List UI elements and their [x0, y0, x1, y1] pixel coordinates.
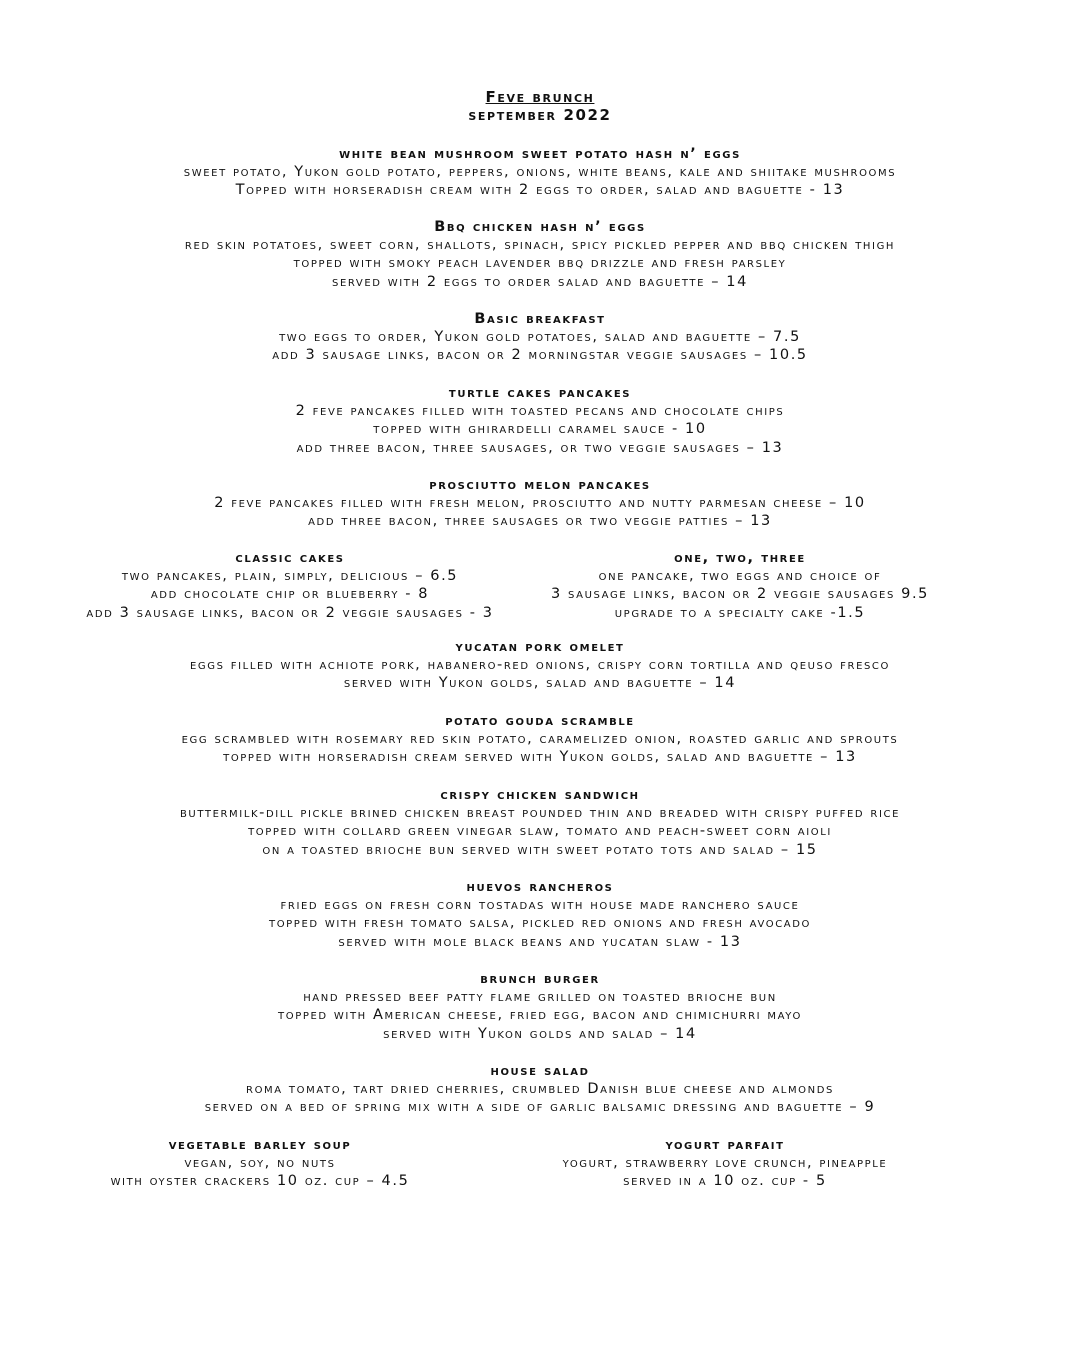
- menu-item-line: red skin potatoes, sweet corn, shallots, spinach, spicy pickled pepper and bbq chicken thigh: [184, 237, 896, 253]
- menu-item-heading: Bbq chicken hash n’ eggs: [434, 219, 646, 235]
- menu-item-line: sweet potato, Yukon gold potato, peppers, onions, white beans, kale and shiitake mushrooms: [183, 164, 897, 180]
- menu-item-line: upgrade to a specialty cake -1.5: [614, 604, 866, 621]
- menu-item-line: add three bacon, three sausages or two veggie patties – 13: [308, 513, 772, 530]
- menu-item-yucatan-omelet: [0, 638, 1080, 693]
- menu-item-heading: potato gouda scramble: [445, 713, 635, 729]
- menu-item-heading: huevos rancheros: [466, 879, 614, 895]
- menu-item-line: Topped with horseradish cream with 2 eggs to order, salad and baguette - 13: [235, 182, 845, 199]
- menu-item-line: on a toasted brioche bun served with sweet potato tots and salad – 15: [262, 841, 818, 858]
- menu-item-line: add 3 sausage links, bacon or 2 veggie sausages - 3: [86, 604, 494, 621]
- menu-item-line: topped with ghirardelli caramel sauce - 10: [373, 421, 707, 438]
- menu-item-heading: turtle cakes pancakes: [448, 385, 632, 401]
- menu-item-line: topped with American cheese, fried egg, bacon and chimichurri mayo: [278, 1007, 802, 1024]
- menu-item-crispy-chicken: [0, 786, 1080, 859]
- menu-item-yogurt-parfait: [500, 1136, 950, 1191]
- menu-item-line: 2 feve pancakes filled with toasted pecans and chocolate chips: [295, 403, 785, 419]
- menu-item-one-two-three: [530, 549, 950, 622]
- menu-item-brunch-burger: [0, 970, 1080, 1043]
- menu-item-heading: white bean mushroom sweet potato hash n’ eggs: [339, 146, 741, 162]
- menu-item-line: served with 2 eggs to order salad and baguette – 14: [332, 273, 748, 290]
- menu-item-line: topped with fresh tomato salsa, pickled red onions and fresh avocado: [269, 915, 811, 932]
- menu-item-prosciutto-melon: [0, 476, 1080, 531]
- menu-item-line: served with Yukon golds and salad – 14: [383, 1025, 697, 1042]
- menu-item-line: two eggs to order, Yukon gold potatoes, salad and baguette – 7.5: [279, 329, 801, 345]
- menu-item-house-salad: [0, 1062, 1080, 1117]
- menu-item-barley-soup: [60, 1136, 460, 1191]
- menu-item-hash-white-bean: [0, 145, 1080, 200]
- menu-item-line: yogurt, strawberry love crunch, pineapple: [562, 1155, 888, 1171]
- menu-item-line: add three bacon, three sausages, or two veggie sausages – 13: [296, 439, 784, 456]
- menu-item-line: served with mole black beans and yucatan slaw - 13: [338, 933, 742, 950]
- menu-item-heading: yucatan pork omelet: [455, 639, 625, 655]
- menu-item-line: add 3 sausage links, bacon or 2 morningstar veggie sausages – 10.5: [272, 347, 808, 364]
- menu-item-line: served on a bed of spring mix with a side of garlic balsamic dressing and baguette – 9: [204, 1099, 876, 1116]
- menu-item-line: served in a 10 oz. cup - 5: [623, 1173, 827, 1190]
- menu-item-line: vegan, soy, no nuts: [184, 1155, 336, 1171]
- menu-item-line: topped with horseradish cream served with Yukon golds, salad and baguette – 13: [223, 749, 857, 766]
- menu-item-line: add chocolate chip or blueberry - 8: [150, 586, 430, 603]
- menu-item-heading: prosciutto melon pancakes: [429, 477, 651, 493]
- menu-title: Feve brunch: [485, 88, 595, 106]
- menu-item-heading: brunch burger: [480, 971, 600, 987]
- menu-item-heading: classic cakes: [235, 550, 345, 566]
- menu-item-line: two pancakes, plain, simply, delicious – 6.5: [121, 568, 459, 584]
- menu-item-line: roma tomato, tart dried cherries, crumbled Danish blue cheese and almonds: [246, 1081, 834, 1097]
- menu-item-line: topped with collard green vinegar slaw, tomato and peach-sweet corn aioli: [248, 823, 832, 840]
- menu-item-line: hand pressed beef patty flame grilled on toasted brioche bun: [303, 989, 777, 1005]
- menu-date: september 2022: [468, 106, 612, 124]
- menu-item-line: egg scrambled with rosemary red skin potato, caramelized onion, roasted garlic and sprouts: [181, 731, 899, 747]
- menu-item-line: one pancake, two eggs and choice of: [598, 568, 882, 584]
- menu-item-heading: Basic breakfast: [474, 311, 606, 327]
- menu-item-turtle-cakes: [0, 384, 1080, 457]
- menu-item-bbq-hash: [0, 218, 1080, 291]
- menu-item-line: fried eggs on fresh corn tostadas with house made ranchero sauce: [280, 897, 800, 913]
- menu-item-line: served with Yukon golds, salad and baguette – 14: [343, 675, 737, 692]
- menu-item-line: 3 sausage links, bacon or 2 veggie sausages 9.5: [551, 586, 929, 603]
- menu-item-heading: vegetable barley soup: [168, 1137, 352, 1153]
- menu-item-basic-breakfast: [0, 310, 1080, 365]
- menu-item-potato-gouda: [0, 712, 1080, 767]
- menu-item-heading: yogurt parfait: [665, 1137, 785, 1153]
- menu-item-line: with oyster crackers 10 oz. cup – 4.5: [110, 1173, 410, 1190]
- menu-item-line: eggs filled with achiote pork, habanero-red onions, crispy corn tortilla and qeuso fresco: [190, 657, 890, 673]
- menu-item-line: topped with smoky peach lavender bbq drizzle and fresh parsley: [293, 255, 787, 272]
- menu-item-heading: house salad: [490, 1063, 590, 1079]
- menu-item-classic-cakes: [60, 549, 520, 622]
- menu-item-heading: one, two, three: [674, 550, 806, 566]
- menu-item-heading: crispy chicken sandwich: [440, 787, 640, 803]
- menu-item-line: 2 feve pancakes filled with fresh melon, prosciutto and nutty parmesan cheese – 10: [214, 495, 866, 511]
- menu-item-huevos-rancheros: [0, 878, 1080, 951]
- menu-item-line: buttermilk-dill pickle brined chicken breast pounded thin and breaded with crispy puffed rice: [179, 805, 901, 821]
